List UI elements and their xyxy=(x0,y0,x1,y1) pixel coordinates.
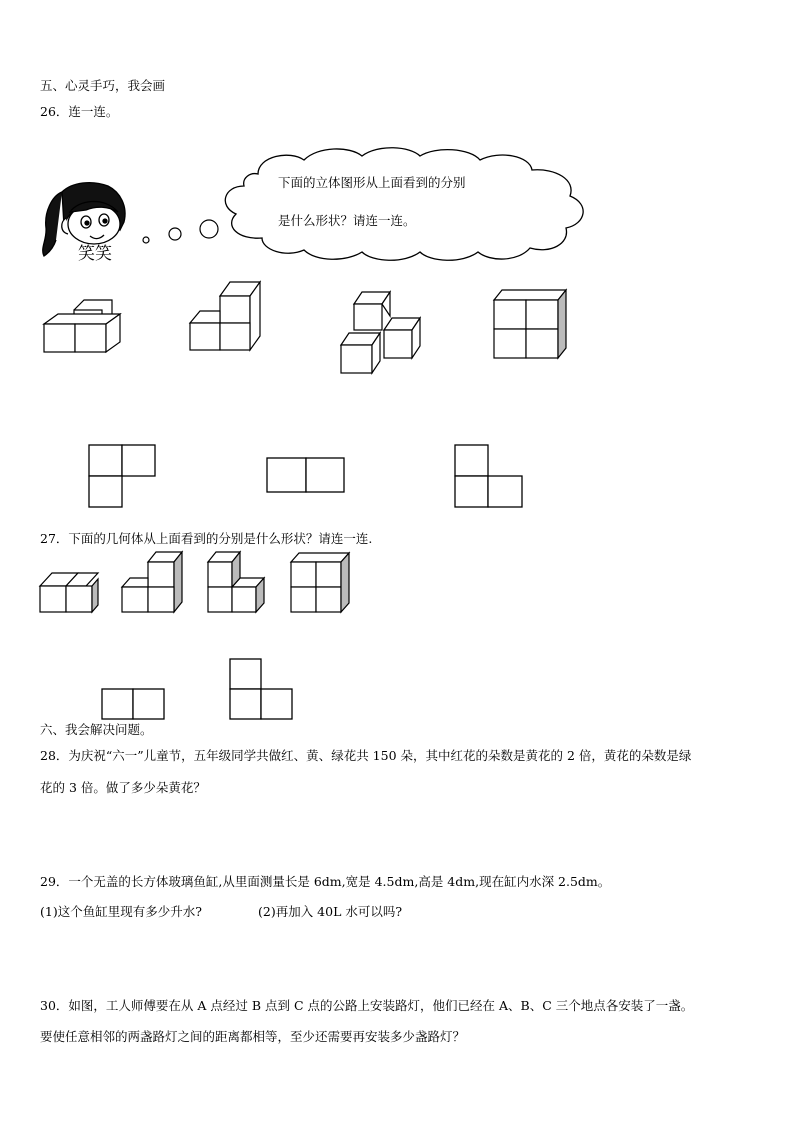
q28-line-2: 花的 3 倍。做了多少朵黄花？ xyxy=(40,780,206,795)
girl-name-label: 笑笑 xyxy=(78,244,112,264)
bubble-line-1: 下面的立体图形从上面看到的分别 xyxy=(278,175,466,190)
q27-top-view-2 xyxy=(230,659,292,719)
q30-line-2: 要使任意相邻的两盏路灯之间的距离都相等，至少还需要再安装多少盏路灯？ xyxy=(40,1029,466,1044)
section6-heading: 六、我会解决问题。 xyxy=(40,722,153,737)
bubble-line-2: 是什么形状？请连一连。 xyxy=(278,213,416,228)
q27-top-view-1 xyxy=(102,689,164,719)
q28-line-1: 28．为庆祝“六一”儿童节，五年级同学共做红、黄、绿花共 150 朵，其中红花的朵数是黄花的 2 倍，黄花的朵数是绿 xyxy=(40,748,692,763)
q29-line-1: 29．一个无盖的长方体玻璃鱼缸,从里面测量长是 6dm,宽是 4.5dm,高是 4dm,现在缸内水深 2.5dm。 xyxy=(40,874,611,889)
q30-line-1: 30．如图，工人师傅要在从 A 点经过 B 点到 C 点的公路上安装路灯，他们已经在 A、B、C 三个地点各安装了一盏。 xyxy=(40,998,694,1013)
q26-title: 26．连一连。 xyxy=(40,104,119,119)
q29-sub-2: (2)再加入 40L 水可以吗? xyxy=(258,904,403,919)
section5-heading: 五、心灵手巧，我会画 xyxy=(40,78,166,93)
q27-text: 27．下面的几何体从上面看到的分别是什么形状？请连一连. xyxy=(40,531,373,546)
q29-sub-1: (1)这个鱼缸里现有多少升水? xyxy=(40,904,202,919)
